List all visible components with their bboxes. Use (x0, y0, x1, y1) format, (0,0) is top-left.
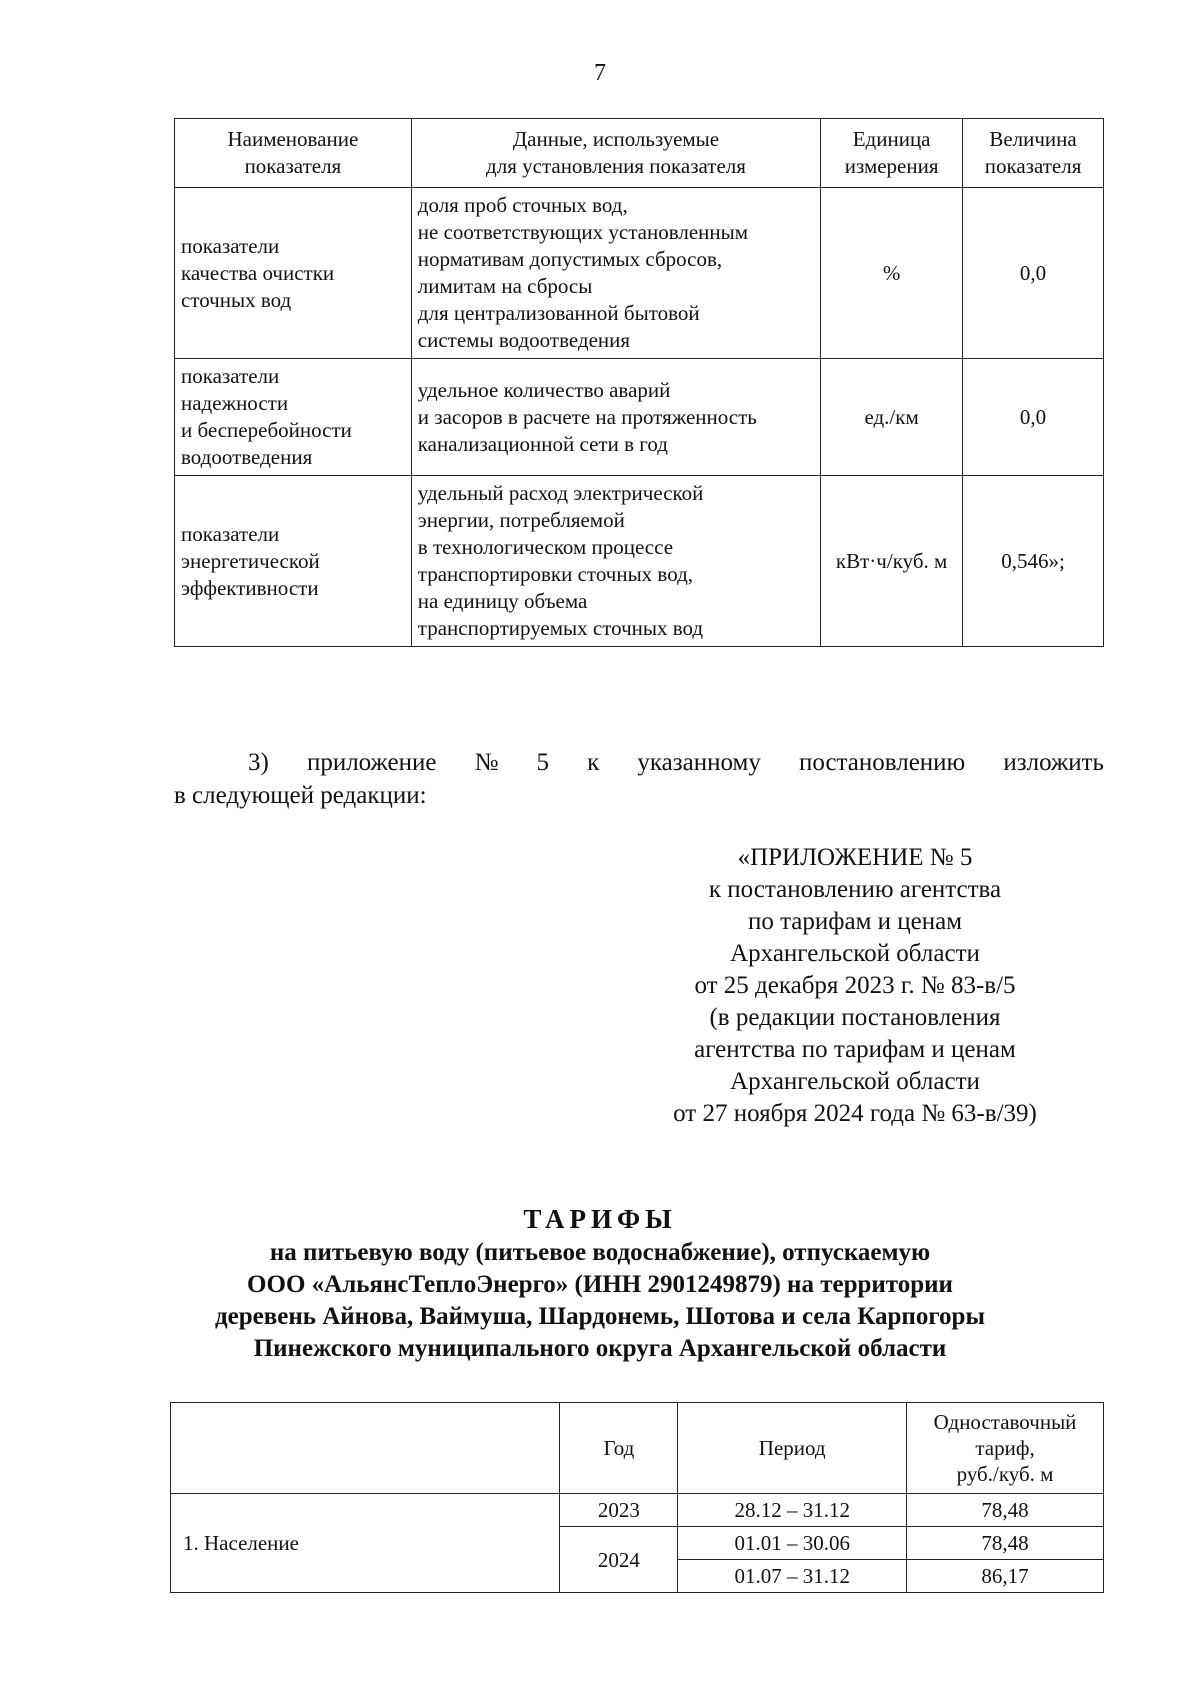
clause-line-2: в следующей редакции: (174, 782, 427, 809)
appendix-line: Архангельской области (730, 1068, 980, 1095)
tariff-heading (0, 1203, 1200, 1365)
appendix-line: по тарифам и ценам (747, 908, 963, 935)
tariff-table (170, 1402, 1104, 1593)
tariff-cell: 78,48 (907, 1494, 1104, 1527)
indicator-data: удельный расход электрической энергии, потребляемой в технологическом процессе транспортировки сточных вод, на единицу объема транспортируемых сточных вод (411, 476, 820, 647)
category-cell: 1. Население (171, 1494, 560, 1593)
year-cell: 2024 (560, 1527, 678, 1593)
clause-paragraph (174, 746, 1104, 812)
indicator-data: доля проб сточных вод, не соответствующих установленным нормативам допустимых сбросов, лимитам на сбросы для централизованной бытовой системы водоотведения (411, 188, 820, 359)
tariff-subtitle-line: деревень Айнова, Ваймуша, Шардонемь, Шотова и села Карпогоры (215, 1303, 985, 1330)
tariff-cell: 78,48 (907, 1527, 1104, 1560)
table-row (175, 476, 1104, 647)
clause-word: изложить (1003, 749, 1104, 776)
indicator-unit: ед./км (821, 359, 963, 476)
year-cell: 2023 (560, 1494, 678, 1527)
indicator-unit: кВт·ч/куб. м (821, 476, 963, 647)
appendix-line: от 25 декабря 2023 г. № 83-в/5 (694, 972, 1016, 999)
column-header-period: Период (678, 1403, 907, 1494)
column-header-source-data: Данные, используемые для установления показателя (411, 119, 820, 188)
clause-word: указанному (637, 749, 761, 776)
appendix-header (620, 842, 1090, 1130)
period-cell: 01.07 – 31.12 (678, 1560, 907, 1593)
indicators-table (174, 118, 1104, 647)
indicator-value: 0,0 (963, 359, 1104, 476)
page-number: 7 (594, 60, 606, 86)
indicator-unit: % (821, 188, 963, 359)
tariff-cell: 86,17 (907, 1560, 1104, 1593)
tariff-title: ТАРИФЫ (523, 1204, 677, 1234)
clause-word: к (587, 749, 600, 776)
appendix-line: от 27 ноября 2024 года № 63-в/39) (673, 1100, 1037, 1127)
clause-word: приложение (306, 749, 437, 776)
period-cell: 28.12 – 31.12 (678, 1494, 907, 1527)
tariff-subtitle-line: ООО «АльянсТеплоЭнерго» (ИНН 2901249879) на территории (247, 1271, 953, 1298)
period-cell: 01.01 – 30.06 (678, 1527, 907, 1560)
clause-line-1 (174, 746, 1104, 779)
column-header-year: Год (560, 1403, 678, 1494)
tariff-subtitle-line: Пинежского муниципального округа Архангельской области (253, 1335, 947, 1362)
column-header-tariff: Одноставочный тариф, руб./куб. м (907, 1403, 1104, 1494)
clause-word: постановлению (798, 749, 966, 776)
indicator-name: показатели надежности и бесперебойности водоотведения (175, 359, 412, 476)
appendix-line: агентства по тарифам и ценам (694, 1036, 1016, 1063)
column-header-category (171, 1403, 560, 1494)
table-row (171, 1494, 1104, 1527)
column-header-value: Величина показателя (963, 119, 1104, 188)
appendix-line: (в редакции постановления (709, 1004, 1001, 1031)
appendix-line: «ПРИЛОЖЕНИЕ № 5 (737, 844, 973, 871)
table-row (175, 188, 1104, 359)
clause-word: 3) (248, 749, 269, 776)
column-header-indicator-name: Наименование показателя (175, 119, 412, 188)
clause-word: 5 (536, 749, 550, 776)
column-header-unit: Единица измерения (821, 119, 963, 188)
appendix-line: к постановлению агентства (708, 876, 1002, 903)
indicator-value: 0,546»; (963, 476, 1104, 647)
indicator-value: 0,0 (963, 188, 1104, 359)
tariff-header-row (171, 1403, 1104, 1494)
indicator-name: показатели качества очистки сточных вод (175, 188, 412, 359)
table-row (175, 359, 1104, 476)
indicator-name: показатели энергетической эффективности (175, 476, 412, 647)
indicator-data: удельное количество аварий и засоров в расчете на протяженность канализационной сети в год (411, 359, 820, 476)
appendix-line: Архангельской области (730, 940, 980, 967)
indicators-header-row (175, 119, 1104, 188)
tariff-subtitle-line: на питьевую воду (питьевое водоснабжение), отпускаемую (269, 1239, 931, 1266)
clause-word: № (474, 749, 499, 776)
